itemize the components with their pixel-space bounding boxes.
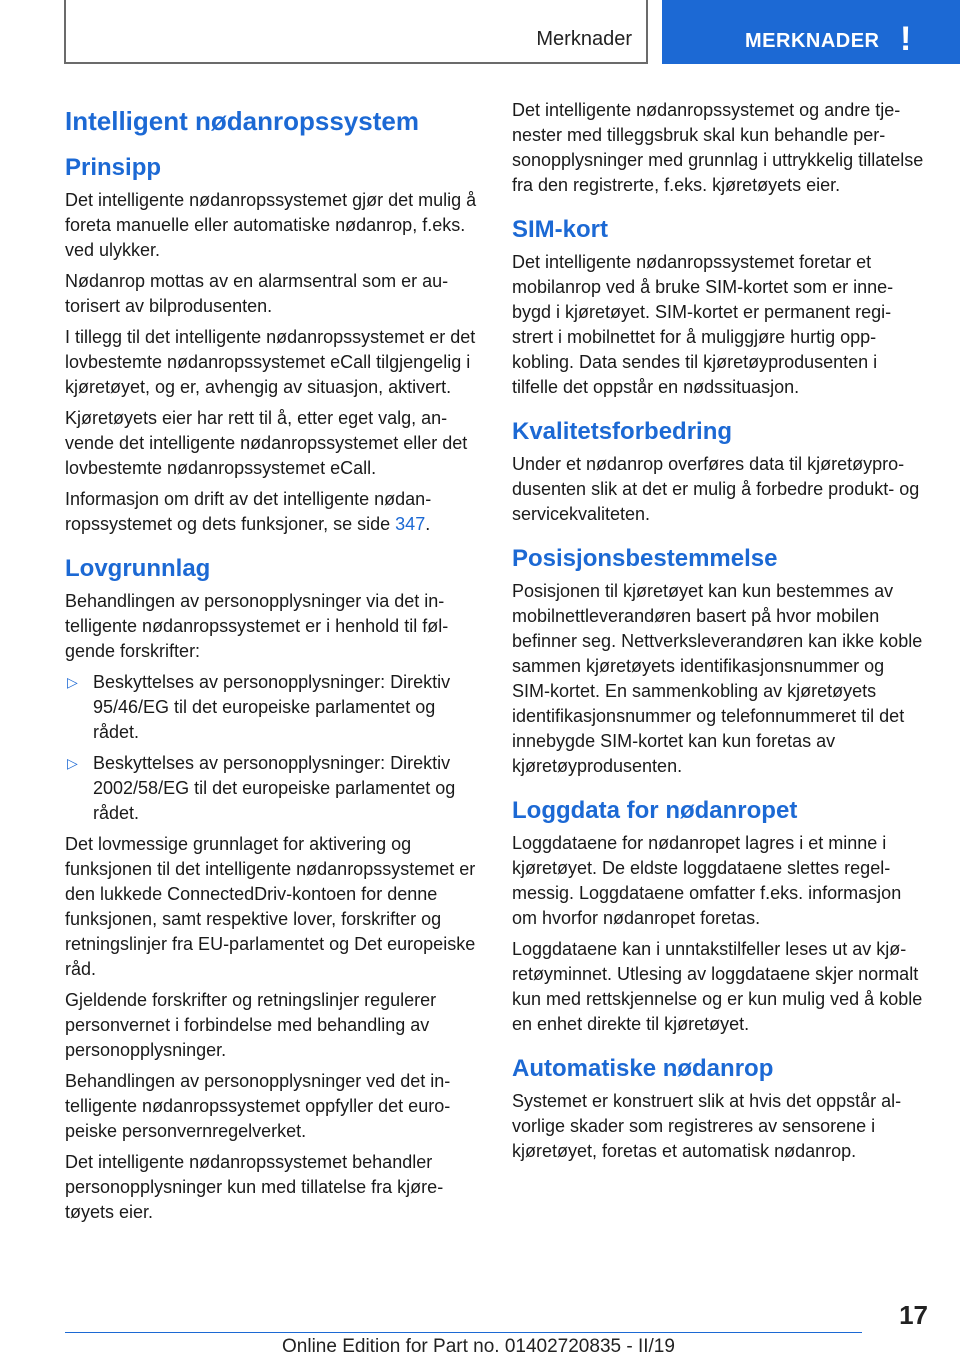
paragraph: Systemet er konstruert slik at hvis det oppstår alvorlige skader som registreres av sensorene i kjøretøyet, foretas et automatisk nødanrop. [512,1091,902,1161]
header-chapter-tab [662,0,960,64]
paragraph: Det intelligente nødanropssystemet behandler personopplysninger kun med tillatelse fra kjøretøyets eier. [65,1152,444,1222]
paragraph-text: Informasjon om drift av det intelligente nødanropssystemet og dets funksjoner, se side [65,489,432,534]
triangle-bullet-icon: ▷ [67,755,78,771]
paragraph: Gjeldende forskrifter og retningslinjer regulerer personvernet i forbindelse med behandling av personopplysninger. [65,990,437,1060]
paragraph: Behandlingen av personopplysninger ved det intelligente nødanropssystemet oppfyller det europeiske personvernregelverket. [65,1071,451,1141]
paragraph: Posisjonen til kjøretøyet kan kun bestemmes av mobilnettleverandøren basert på hvor mobilen befinner seg. Nettverksleverandøren kan ikke koble sammen kjøretøyets identifikasjonsnummer og SIM-kortet. En sammenkobling av kjøretøyets identifikasjonsnummer og telefonnummeret til det innebygde SIM-kortet kan kun foretas av kjøretøyprodusenten. [512,581,923,776]
header-section-box [64,0,648,64]
paragraph: Loggdataene kan i unntakstilfeller leses ut av kjøretøyminnet. Utlesing av loggdataene skjer normalt kun med rettskjennelse og er kun mulig ved å koble en enhet direkte til kjøretøyet. [512,939,923,1034]
paragraph: Nødanrop mottas av en alarmsentral som er autorisert av bilprodusenten. [65,271,449,316]
paragraph: Kjøretøyets eier har rett til å, etter eget valg, anvende det intelligente nødanropssystemet eller det lovbestemte nødanropssystemet eCall. [65,408,468,478]
footer-edition: Online Edition for Part no. 01402720835 - II/19 [282,1336,675,1357]
heading-posisjonsbestemmelse: Posisjonsbestemmelse [512,545,778,572]
exclamation-icon: ! [900,20,912,58]
right-column [512,98,926,1170]
paragraph: Behandlingen av personopplysninger via det intelligente nødanropssystemet er i henhold til følgende forskrifter: [65,591,449,661]
triangle-bullet-icon: ▷ [67,674,78,690]
paragraph: Under et nødanrop overføres data til kjøretøyprodusenten slik at det er mulig å forbedre produkt- og servicekvaliteten. [512,454,920,524]
heading-sim-kort: SIM-kort [512,216,608,243]
list-item-text: Beskyttelses av personopplysninger: Direktiv 2002/58/EG til det europeiske parlamentet og rådet. [93,753,456,823]
page-title: Intelligent nødanropssystem [65,106,419,136]
paragraph: Det lovmessige grunnlaget for aktivering og funksjonen til det intelligente nødanropssystemet er den lukkede ConnectedDriv-kontoen for denne funksjonen, samt respektive lover, forskrifter og retningslinjer fra EU-parlamentet og Det europeiske råd. [65,834,476,979]
regulation-list [65,670,480,826]
paragraph: Det intelligente nødanropssystemet foretar et mobilanrop ved å bruke SIM-kortet som er innebygd i kjøretøyet. SIM-kortet er permanent registrert i mobilnettet for å muliggjøre hurtig oppkobling. Data sendes til kjøretøyprodusenten i tilfelle det oppstår en nødssituasjon. [512,252,894,397]
paragraph: Det intelligente nødanropssystemet og andre tjenester med tilleggsbruk skal kun behandle personopplysninger med grunnlag i uttrykkelig tillatelse fra den registrerte, f.eks. kjøretøyets eier. [512,100,924,195]
list-item [65,751,480,826]
paragraph-end: . [425,514,431,534]
paragraph: Det intelligente nødanropssystemet gjør det mulig å foreta manuelle eller automatiske nødanrop, f.eks. ved ulykker. [65,190,477,260]
footer-divider [65,1332,862,1333]
heading-prinsipp: Prinsipp [65,154,162,181]
left-column [65,98,480,1231]
page-number: 17 [899,1300,928,1330]
paragraph-with-link [65,487,480,537]
list-item [65,670,480,745]
list-item-text: Beskyttelses av personopplysninger: Direktiv 95/46/EG til det europeiske parlamentet og rådet. [93,672,451,742]
paragraph: I tillegg til det intelligente nødanropssystemet er det lovbestemte nødanropssystemet eCall tilgjengelig i kjøretøyet, og er, avhengig av situasjon, aktivert. [65,327,476,397]
header-section-label: Merknader [536,28,632,50]
paragraph: Loggdataene for nødanropet lagres i et minne i kjøretøyet. De eldste loggdataene slettes regelmessig. Loggdataene omfatter f.eks. informasjon om hvorfor nødanropet foretas. [512,833,902,928]
heading-automatiske-nodanrop: Automatiske nødanrop [512,1055,774,1082]
heading-lovgrunnlag: Lovgrunnlag [65,555,211,582]
page-reference-link[interactable]: 347 [395,514,426,534]
header-chapter-label: MERKNADER [745,30,880,52]
heading-kvalitetsforbedring: Kvalitetsforbedring [512,418,733,445]
heading-loggdata: Loggdata for nødanropet [512,797,798,824]
